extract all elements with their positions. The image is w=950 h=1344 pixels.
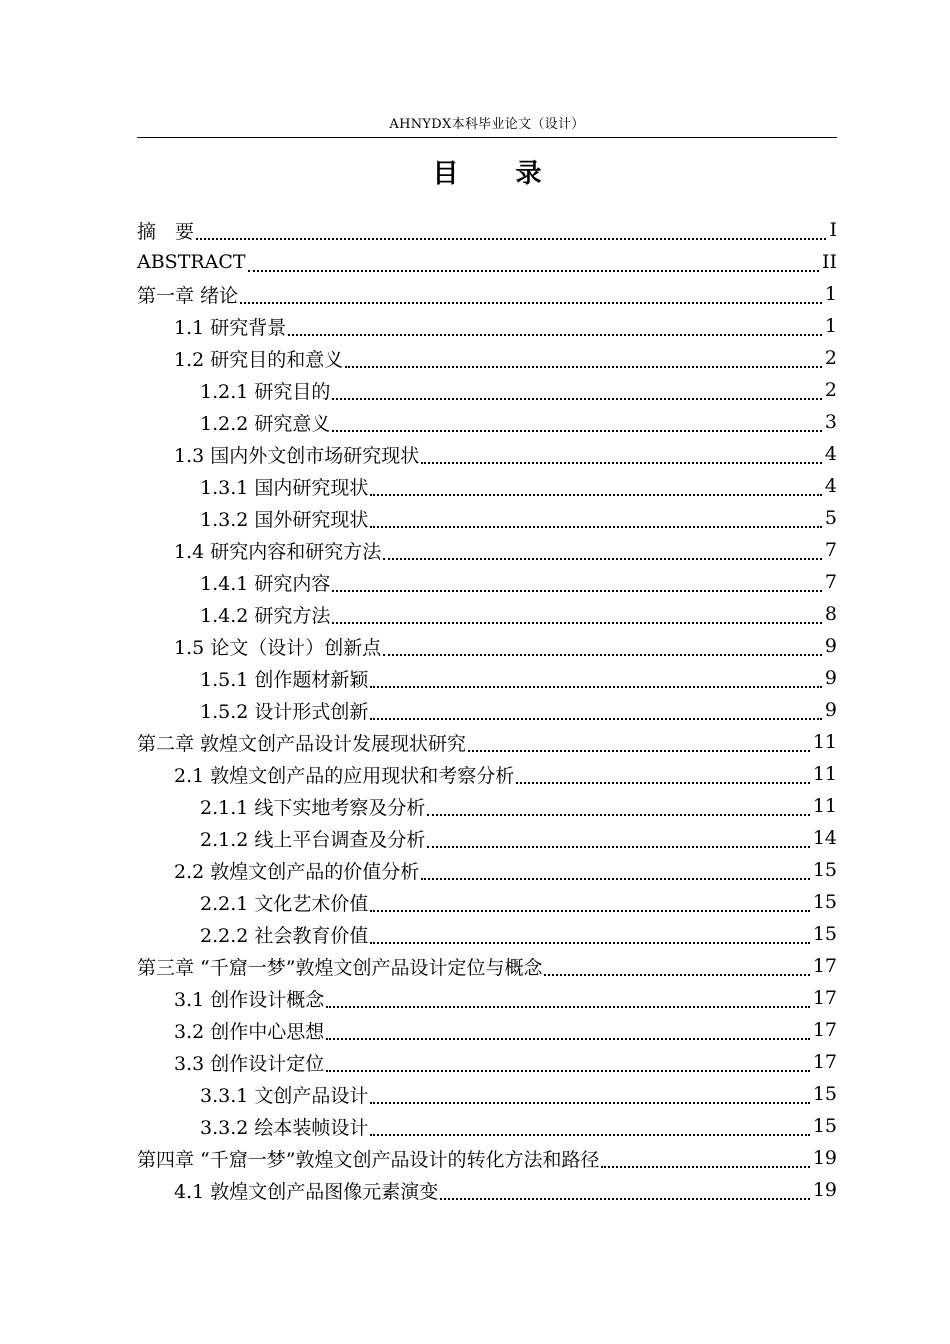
- toc-entry[interactable]: [137, 1110, 837, 1142]
- toc-entry-page-number: 15: [812, 1115, 837, 1137]
- toc-entry-page-number: 4: [824, 443, 837, 465]
- toc-entry[interactable]: [137, 662, 837, 694]
- toc-entry[interactable]: [137, 758, 837, 790]
- toc-entry-page-number: 15: [812, 923, 837, 945]
- toc-dot-leader: [332, 618, 822, 624]
- toc-entry[interactable]: [137, 566, 837, 598]
- toc-entry-label: ABSTRACT: [137, 251, 246, 273]
- toc-dot-leader: [326, 1066, 810, 1072]
- toc-dot-leader: [240, 298, 822, 304]
- toc-entry[interactable]: [137, 342, 837, 374]
- toc-entry-label: 2.2.2 社会教育价值: [200, 921, 370, 948]
- toc-entry-label: 1.5.2 设计形式创新: [200, 697, 370, 724]
- toc-entry-page-number: 2: [824, 379, 837, 401]
- toc-dot-leader: [370, 714, 822, 720]
- toc-entry[interactable]: [137, 1078, 837, 1110]
- toc-entry-page-number: 9: [824, 699, 837, 721]
- toc-entry[interactable]: [137, 310, 837, 342]
- toc-entry[interactable]: [137, 406, 837, 438]
- toc-entry-page-number: 7: [824, 571, 837, 593]
- toc-entry-page-number: 17: [812, 955, 837, 977]
- toc-entry-page-number: 15: [812, 1083, 837, 1105]
- toc-entry-label: 4.1 敦煌文创产品图像元素演变: [174, 1177, 440, 1204]
- toc-entry-label: 1.5.1 创作题材新颖: [200, 665, 370, 692]
- toc-entry-page-number: 17: [812, 1019, 837, 1041]
- toc-entry-label: 2.1.2 线上平台调查及分析: [200, 825, 427, 852]
- toc-entry-page-number: 14: [812, 827, 837, 849]
- toc-entry[interactable]: [137, 726, 837, 758]
- toc-entry[interactable]: [137, 1014, 837, 1046]
- toc-entry-label: 第三章 “千窟一梦”敦煌文创产品设计定位与概念: [137, 953, 544, 980]
- toc-entry[interactable]: [137, 470, 837, 502]
- toc-dot-leader: [370, 490, 822, 496]
- table-of-contents: [137, 214, 837, 1206]
- toc-entry-page-number: 11: [812, 795, 837, 817]
- toc-entry-label: 3.3.2 绘本装帧设计: [200, 1113, 370, 1140]
- toc-entry-page-number: 4: [824, 475, 837, 497]
- toc-dot-leader: [332, 426, 822, 432]
- toc-entry-page-number: 2: [824, 347, 837, 369]
- toc-dot-leader: [332, 394, 822, 400]
- toc-dot-leader: [370, 938, 809, 944]
- toc-entry[interactable]: [137, 630, 837, 662]
- toc-dot-leader: [326, 1002, 810, 1008]
- toc-entry-page-number: 7: [824, 539, 837, 561]
- toc-dot-leader: [345, 362, 822, 368]
- toc-entry-label: 2.2.1 文化艺术价值: [200, 889, 370, 916]
- toc-entry-label: 1.3 国内外文创市场研究现状: [174, 441, 421, 468]
- header-rule: [137, 137, 837, 138]
- toc-entry-label: 第二章 敦煌文创产品设计发展现状研究: [137, 729, 468, 756]
- toc-dot-leader: [370, 1130, 809, 1136]
- toc-entry-label: 1.4.1 研究内容: [200, 569, 332, 596]
- toc-entry[interactable]: [137, 694, 837, 726]
- toc-entry-page-number: 1: [824, 315, 837, 337]
- toc-dot-leader: [516, 778, 810, 784]
- toc-entry-page-number: 8: [824, 603, 837, 625]
- toc-entry[interactable]: [137, 246, 837, 278]
- toc-dot-leader: [196, 234, 826, 240]
- toc-dot-leader: [601, 1162, 809, 1168]
- toc-entry[interactable]: [137, 534, 837, 566]
- toc-entry-page-number: 17: [812, 1051, 837, 1073]
- toc-entry[interactable]: [137, 790, 837, 822]
- toc-dot-leader: [370, 906, 809, 912]
- toc-entry-page-number: 5: [824, 507, 837, 529]
- toc-entry-label: 3.3 创作设计定位: [174, 1049, 326, 1076]
- toc-entry[interactable]: [137, 502, 837, 534]
- toc-dot-leader: [427, 842, 809, 848]
- toc-entry[interactable]: [137, 982, 837, 1014]
- toc-entry-label: 2.1.1 线下实地考察及分析: [200, 793, 427, 820]
- running-header: AHNYDX本科毕业论文（设计）: [389, 117, 585, 132]
- toc-entry-page-number: 17: [812, 987, 837, 1009]
- toc-entry-label: 3.2 创作中心思想: [174, 1017, 326, 1044]
- toc-entry-label: 2.1 敦煌文创产品的应用现状和考察分析: [174, 761, 516, 788]
- toc-entry[interactable]: [137, 854, 837, 886]
- toc-entry-page-number: 9: [824, 667, 837, 689]
- toc-entry-label: 摘 要: [137, 217, 196, 244]
- toc-entry-page-number: I: [829, 219, 837, 241]
- toc-entry-label: 1.4.2 研究方法: [200, 601, 332, 628]
- toc-entry-label: 1.2.1 研究目的: [200, 377, 332, 404]
- toc-dot-leader: [370, 522, 822, 528]
- toc-title: 目 录: [432, 159, 566, 189]
- toc-dot-leader: [544, 970, 809, 976]
- toc-entry-label: 1.2.2 研究意义: [200, 409, 332, 436]
- toc-entry-page-number: II: [821, 251, 837, 273]
- toc-dot-leader: [370, 682, 822, 688]
- toc-dot-leader: [248, 266, 819, 272]
- toc-dot-leader: [383, 554, 822, 560]
- toc-dot-leader: [421, 458, 822, 464]
- toc-entry[interactable]: [137, 278, 837, 310]
- toc-dot-leader: [383, 650, 822, 656]
- toc-entry[interactable]: [137, 374, 837, 406]
- toc-entry-label: 1.1 研究背景: [174, 313, 288, 340]
- toc-entry-label: 2.2 敦煌文创产品的价值分析: [174, 857, 421, 884]
- toc-entry-page-number: 11: [812, 763, 837, 785]
- toc-entry-label: 第四章 “千窟一梦”敦煌文创产品设计的转化方法和路径: [137, 1145, 601, 1172]
- toc-dot-leader: [421, 874, 810, 880]
- toc-entry[interactable]: [137, 598, 837, 630]
- toc-entry[interactable]: [137, 1174, 837, 1206]
- toc-entry[interactable]: [137, 918, 837, 950]
- toc-entry[interactable]: [137, 438, 837, 470]
- toc-entry-page-number: 9: [824, 635, 837, 657]
- toc-dot-leader: [332, 586, 822, 592]
- toc-dot-leader: [326, 1034, 810, 1040]
- toc-entry-page-number: 19: [812, 1147, 837, 1169]
- toc-entry[interactable]: [137, 822, 837, 854]
- toc-entry[interactable]: [137, 950, 837, 982]
- toc-entry-label: 1.2 研究目的和意义: [174, 345, 345, 372]
- toc-entry-label: 第一章 绪论: [137, 281, 240, 308]
- toc-entry-label: 1.3.2 国外研究现状: [200, 505, 370, 532]
- toc-entry[interactable]: [137, 886, 837, 918]
- toc-entry-label: 3.3.1 文创产品设计: [200, 1081, 370, 1108]
- toc-entry-label: 3.1 创作设计概念: [174, 985, 326, 1012]
- toc-entry[interactable]: [137, 1142, 837, 1174]
- toc-entry-page-number: 15: [812, 891, 837, 913]
- toc-dot-leader: [288, 330, 822, 336]
- toc-dot-leader: [427, 810, 809, 816]
- toc-dot-leader: [370, 1098, 809, 1104]
- toc-entry-page-number: 19: [812, 1179, 837, 1201]
- toc-entry-label: 1.5 论文（设计）创新点: [174, 633, 383, 660]
- toc-entry-page-number: 15: [812, 859, 837, 881]
- toc-dot-leader: [440, 1194, 810, 1200]
- toc-dot-leader: [468, 746, 810, 752]
- toc-entry-page-number: 11: [812, 731, 837, 753]
- toc-entry-label: 1.4 研究内容和研究方法: [174, 537, 383, 564]
- toc-entry-page-number: 3: [824, 411, 837, 433]
- toc-entry-page-number: 1: [824, 283, 837, 305]
- toc-entry-label: 1.3.1 国内研究现状: [200, 473, 370, 500]
- toc-entry[interactable]: [137, 214, 837, 246]
- toc-entry[interactable]: [137, 1046, 837, 1078]
